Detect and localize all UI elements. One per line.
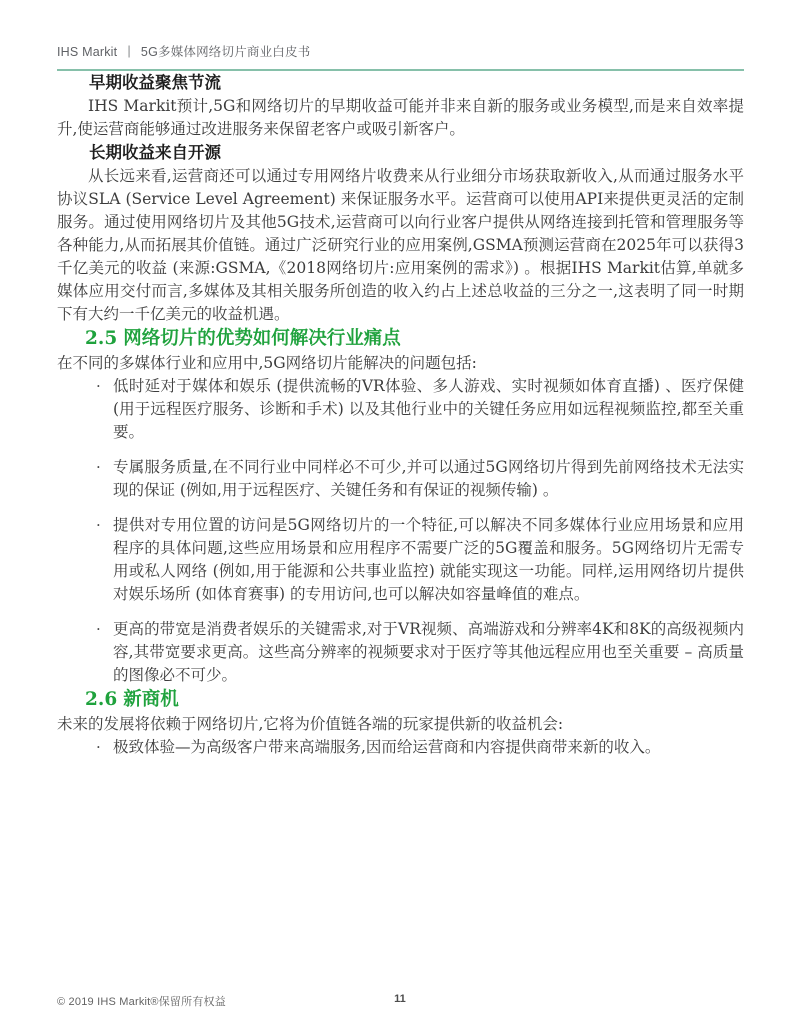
section-heading-2-5 [85,326,744,352]
bullet-icon: · [96,516,101,534]
copyright-text: © 2019 IHS Markit®保留所有权益 [57,996,226,1008]
bullet-icon: · [96,458,101,476]
list-item [57,456,744,502]
page-content [0,71,800,759]
list-item [57,375,744,444]
section-title-2-6: 新商机 [123,689,179,710]
page-header [0,0,800,71]
section-title-2-5: 网络切片的优势如何解决行业痛点 [123,328,401,349]
subheading-longterm-revenue: 长期收益来自开源 [89,143,221,162]
page-number: 11 [394,993,406,1005]
bullet-icon: · [96,377,101,395]
header-separator: | [127,43,131,58]
section-number-2-6: 2.6 [85,689,118,710]
bullet-list-2-5 [57,375,744,687]
paragraph-2-5-intro: 在不同的多媒体行业和应用中,5G网络切片能解决的问题包括: [57,354,477,372]
section-number-2-5: 2.5 [85,328,118,349]
bullet-icon: · [96,620,101,638]
list-item [57,514,744,606]
paragraph-2-6-intro: 未来的发展将依赖于网络切片,它将为价值链各端的玩家提供新的收益机会: [57,715,564,733]
bullet-text-dedicated-qos: 专属服务质量,在不同行业中同样必不可少,并可以通过5G网络切片得到先前网络技术无法实现的保证 (例如,用于远程医疗、关键任务和有保证的视频传输) 。 [113,458,744,499]
header-text-row [57,42,744,60]
bullet-list-2-6 [57,736,744,759]
section-heading-2-6 [85,687,744,713]
brand-name: IHS Markit [57,45,118,59]
paragraph-longterm-revenue: 从长远来看,运营商还可以通过专用网络片收费来从行业细分市场获取新收入,从而通过服务水平协议SLA (Service Level Agreement) 来保证服务水平。运营商可以使用API来提供更灵活的定制服务。通过使用网络切片及其他5G技术,运营商可以向行业客户提供从网络连接到托管和管理服务等各种能力,从而拓展其价值链。通过广泛研究行业的应用案例,GSMA预测运营商在2025年可以获得3千亿美元的收益 (来源:GSMA,《2018网络切片:应用案例的需求》) 。根据IHS Markit估算,单就多媒体应用交付而言,多媒体及其相关服务所创造的收入约占上述总收益的三分之一,这表明了同一时期下有大约一千亿美元的收益机遇。 [57,167,744,323]
page-footer [0,993,800,1013]
bullet-text-dedicated-location: 提供对专用位置的访问是5G网络切片的一个特征,可以解决不同多媒体行业应用场景和应用程序的具体问题,这些应用场景和应用程序不需要广泛的5G覆盖和服务。5G网络切片无需专用或私人网络 (例如,用于能源和公共事业监控) 就能实现这一功能。同样,运用网络切片提供对娱乐场所 (如体育赛事) 的专用访问,也可以解决如容量峰值的难点。 [113,516,744,603]
bullet-text-higher-bandwidth: 更高的带宽是消费者娱乐的关键需求,对于VR视频、高端游戏和分辨率4K和8K的高级视频内容,其带宽要求更高。这些高分辨率的视频要求对于医疗等其他远程应用也至关重要 – 高质量的图像必不可少。 [113,620,744,684]
list-item [57,736,744,759]
list-item [57,618,744,687]
paragraph-early-revenue: IHS Markit预计,5G和网络切片的早期收益可能并非来自新的服务或业务模型,而是来自效率提升,使运营商能够通过改进服务来保留老客户或吸引新客户。 [57,97,744,138]
bullet-icon: · [96,738,101,756]
bullet-text-ultimate-experience: 极致体验—为高级客户带来高端服务,因而给运营商和内容提供商带来新的收入。 [113,738,661,756]
document-title: 5G多媒体网络切片商业白皮书 [140,45,311,59]
subheading-early-revenue: 早期收益聚焦节流 [89,73,221,92]
bullet-text-low-latency: 低时延对于媒体和娱乐 (提供流畅的VR体验、多人游戏、实时视频如体育直播) 、医疗保健 (用于远程医疗服务、诊断和手术) 以及其他行业中的关键任务应用如远程视频监控,都至关重要。 [113,377,744,441]
